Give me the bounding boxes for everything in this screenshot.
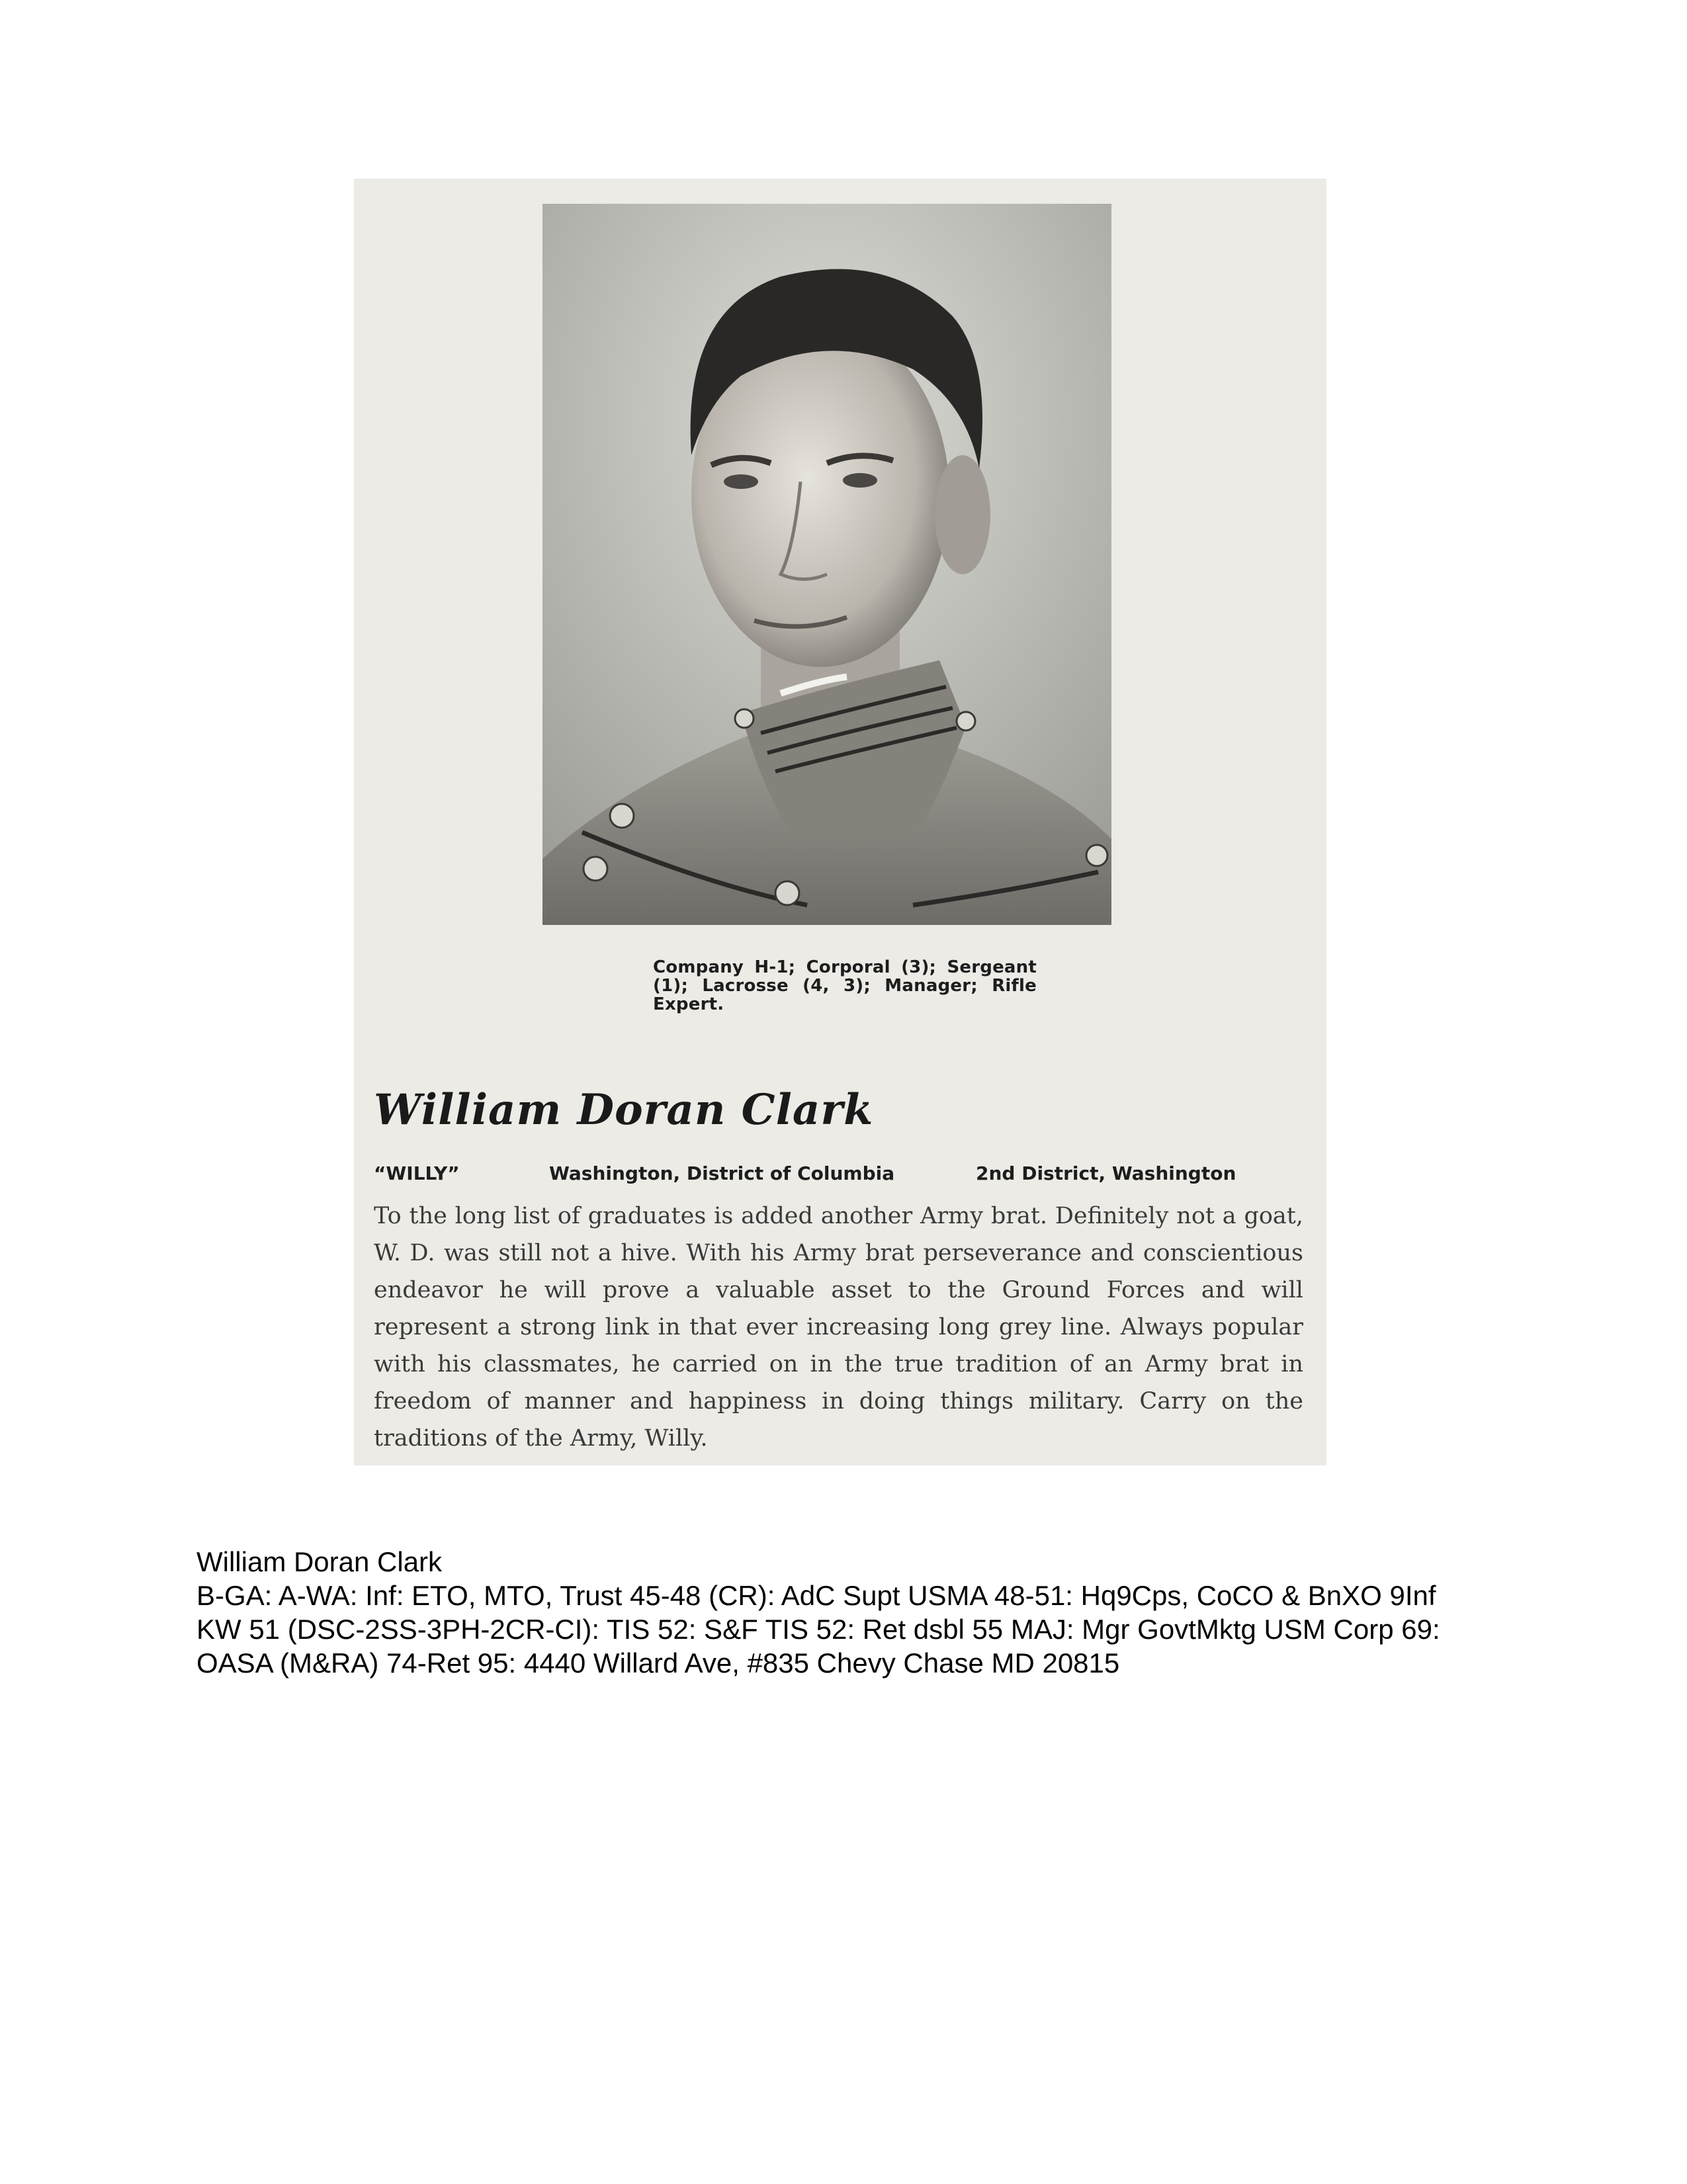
nickname: “WILLY” <box>374 1162 460 1184</box>
yearbook-scan <box>354 179 1326 1465</box>
service-record <box>196 1545 1487 1680</box>
activities-caption: Company H-1; Corporal (3); Sergeant (1); Lacrosse (4, 3); Manager; Rifle Expert. <box>653 957 1037 1014</box>
signature-name: William Doran Clark <box>374 1085 874 1135</box>
record-details: B-GA: A-WA: Inf: ETO, MTO, Trust 45-48 (CR): AdC Supt USMA 48-51: Hq9Cps, CoCO & BnXO 9Inf KW 51 (DSC-2SS-3PH-2CR-CI): TIS 52: S&F TIS 52: Ret dsbl 55 MAJ: Mgr GovtMktg USM Corp 69: OASA (M&RA) 74-Ret 95: 4440 Willard Ave, #835 Chevy Chase MD 20815 <box>196 1580 1440 1679</box>
congressional-district: 2nd District, Washington <box>976 1162 1236 1184</box>
biography-paragraph: To the long list of graduates is added another Army brat. Definitely not a goat, W. D. was still not a hive. With his Army brat perseverance and conscientious endeavor he will prove a valuable asset to the Ground Forces and will represent a strong link in that ever increasing long grey line. Always popular with his classmates, he carried on in the true tradition of an Army brat in freedom of manner and happiness in doing things military. Carry on the traditions of the Army, Willy. <box>374 1203 1303 1452</box>
hometown: Washington, District of Columbia <box>549 1162 895 1184</box>
info-row <box>374 1162 1300 1189</box>
cadet-portrait-photo <box>542 204 1111 925</box>
record-name: William Doran Clark <box>196 1546 443 1577</box>
